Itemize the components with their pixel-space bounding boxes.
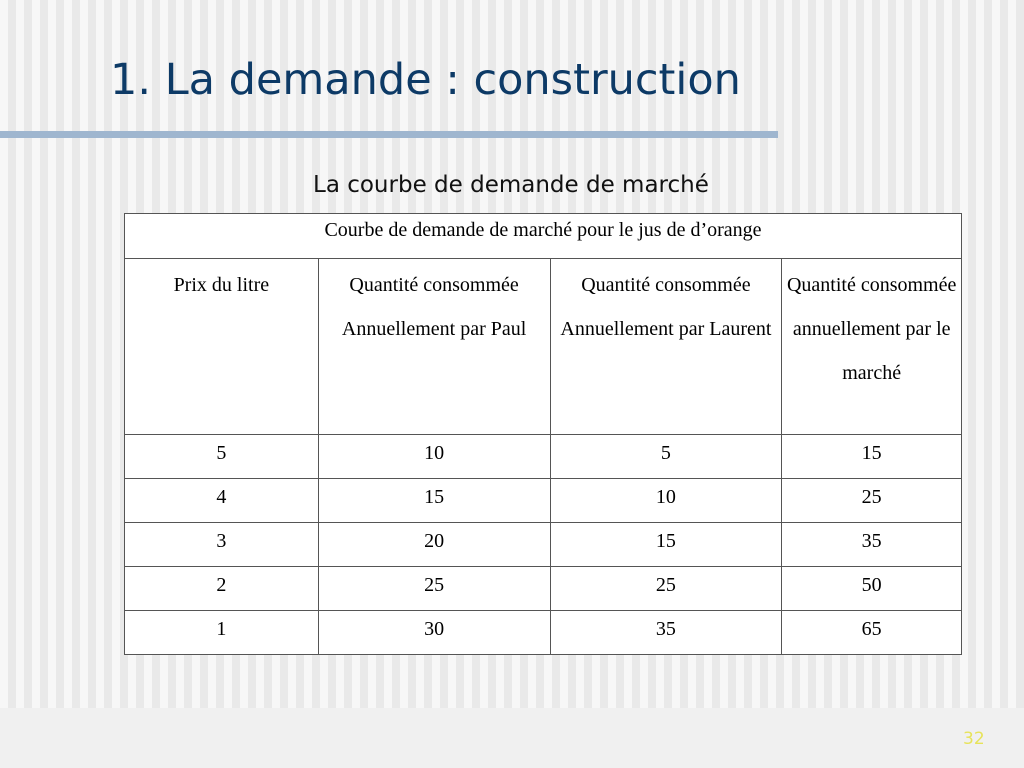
footer-band xyxy=(0,708,1024,768)
cell-laurent: 15 xyxy=(550,523,782,567)
cell-market: 25 xyxy=(782,479,962,523)
page-number: 32 xyxy=(963,729,985,749)
table-header-row xyxy=(125,259,962,435)
cell-price: 5 xyxy=(125,435,319,479)
cell-market: 15 xyxy=(782,435,962,479)
slide-subtitle: La courbe de demande de marché xyxy=(313,172,709,198)
cell-laurent: 35 xyxy=(550,611,782,655)
cell-paul: 20 xyxy=(318,523,550,567)
slide-title: 1. La demande : construction xyxy=(110,55,741,105)
cell-price: 4 xyxy=(125,479,319,523)
cell-laurent: 10 xyxy=(550,479,782,523)
cell-price: 2 xyxy=(125,567,319,611)
cell-market: 35 xyxy=(782,523,962,567)
table-caption-row xyxy=(125,214,962,259)
header-paul: Quantité consommée Annuellement par Paul xyxy=(318,259,550,435)
table-row xyxy=(125,567,962,611)
cell-paul: 10 xyxy=(318,435,550,479)
header-market: Quantité consommée annuellement par le marché xyxy=(782,259,962,435)
cell-price: 1 xyxy=(125,611,319,655)
cell-laurent: 25 xyxy=(550,567,782,611)
table-row xyxy=(125,435,962,479)
header-price: Prix du litre xyxy=(125,259,319,435)
title-underline xyxy=(0,131,778,138)
table-row xyxy=(125,523,962,567)
cell-market: 65 xyxy=(782,611,962,655)
cell-price: 3 xyxy=(125,523,319,567)
header-laurent: Quantité consommée Annuellement par Laurent xyxy=(550,259,782,435)
cell-market: 50 xyxy=(782,567,962,611)
table-row xyxy=(125,611,962,655)
cell-paul: 15 xyxy=(318,479,550,523)
table-row xyxy=(125,479,962,523)
demand-table xyxy=(124,213,962,655)
cell-paul: 30 xyxy=(318,611,550,655)
cell-laurent: 5 xyxy=(550,435,782,479)
cell-paul: 25 xyxy=(318,567,550,611)
table-caption: Courbe de demande de marché pour le jus de d’orange xyxy=(125,214,962,259)
